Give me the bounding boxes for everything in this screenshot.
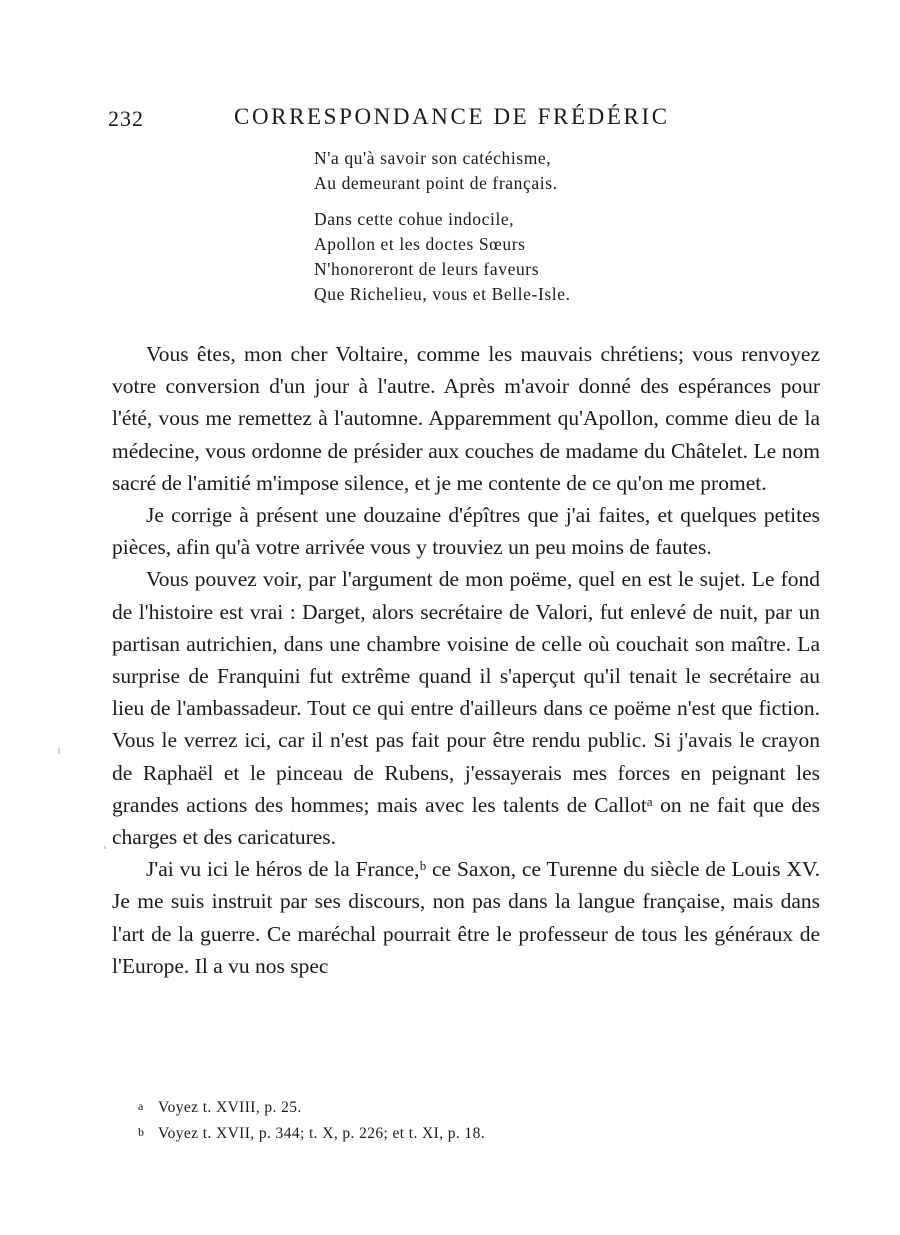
footnote-mark: a (138, 1099, 144, 1113)
letter-body (112, 338, 820, 982)
paragraph: Vous êtes, mon cher Voltaire, comme les mauvais chrétiens; vous renvoyez votre conversion d'un jour à l'autre. Après m'avoir donné des espérances pour l'été, vous me remettez à l'automne. Apparemment qu'Apollon, comme dieu de la médecine, vous ordonne de présider aux couches de madame du Châtelet. Le nom sacré de l'amitié m'impose silence, et je me contente de ce qu'on me promet. (112, 342, 820, 495)
running-head (108, 104, 708, 134)
verse-line: Au demeurant point de français. (314, 173, 558, 193)
verse-line: Dans cette cohue indocile, (314, 209, 515, 229)
verse-stanza (314, 207, 571, 307)
footnote (138, 1094, 485, 1120)
paragraph: Je corrige à présent une douzaine d'épîtres que j'ai faites, et quelques petites pièces, afin qu'à votre arrivée vous y trouviez un peu moins de fautes. (112, 503, 820, 560)
footnote (138, 1120, 485, 1146)
verse-stanza (314, 146, 571, 196)
verse-line: N'a qu'à savoir son catéchisme, (314, 148, 552, 168)
paragraph: J'ai vu ici le héros de la France,ᵇ ce Saxon, ce Turenne du siècle de Louis XV. Je me suis instruit par ses discours, non pas dans la langue française, mais dans l'art de la guerre. Ce maréchal pourrait être le professeur de tous les généraux de l'Europe. Il a vu nos spec (112, 857, 820, 978)
verse-block (314, 146, 571, 318)
running-title: CORRESPONDANCE DE FRÉDÉRIC (234, 104, 670, 129)
footnote-text: Voyez t. XVII, p. 344; t. X, p. 226; et t. XI, p. 18. (158, 1125, 486, 1142)
verse-line: Apollon et les doctes Sœurs (314, 234, 526, 254)
footnote-text: Voyez t. XVIII, p. 25. (158, 1099, 302, 1116)
footnote-mark: b (138, 1125, 145, 1139)
verse-line: Que Richelieu, vous et Belle-Isle. (314, 284, 571, 304)
paper-speck (58, 748, 60, 754)
paragraph: Vous pouvez voir, par l'argument de mon poëme, quel en est le sujet. Le fond de l'histoire est vrai : Darget, alors secrétaire de Valori, fut enlevé de nuit, par un partisan autrichien, dans une chambre voisine de celle où couchait son maître. La surprise de Franquini fut extrême quand il s'aperçut qu'il tenait le secrétaire au lieu de l'ambassadeur. Tout ce qui entre d'ailleurs dans ce poëme n'est que fiction. Vous le verrez ici, car il n'est pas fait pour être rendu public. Si j'avais le crayon de Raphaël et le pinceau de Rubens, j'essayerais mes forces en peignant les grandes actions des hommes; mais avec les talents de Callotᵃ on ne fait que des charges et des caricatures. (112, 567, 820, 850)
page-number: 232 (108, 106, 144, 131)
paper-speck (104, 846, 106, 849)
footnotes (138, 1094, 485, 1146)
verse-line: N'honoreront de leurs faveurs (314, 259, 540, 279)
